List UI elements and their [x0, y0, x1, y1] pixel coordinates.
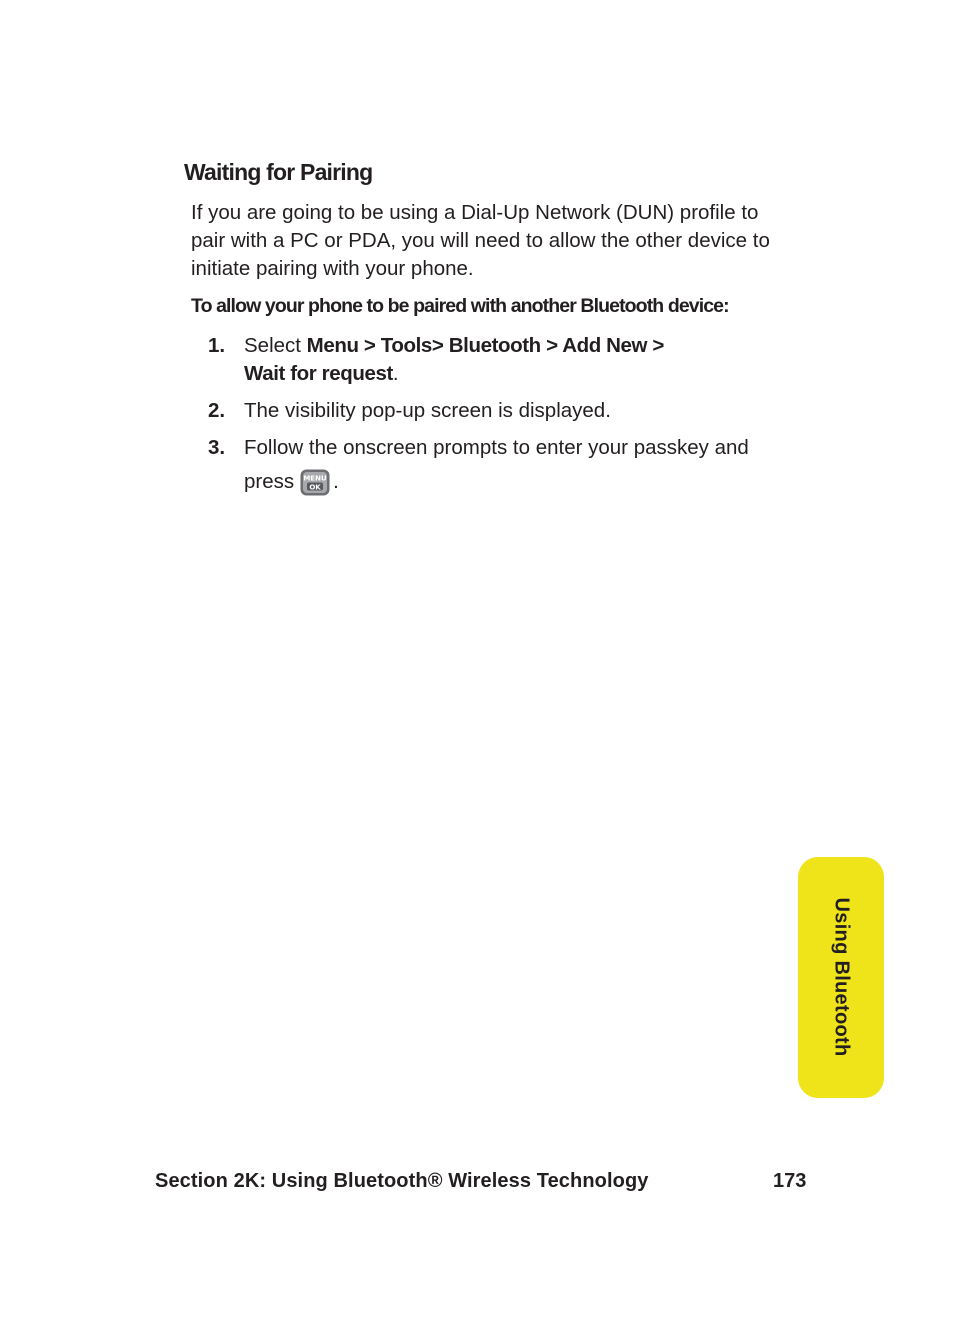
step-text: press — [244, 470, 295, 493]
step-text: Select — [244, 334, 307, 357]
section-heading: Waiting for Pairing — [184, 159, 373, 185]
step-item — [208, 434, 808, 496]
step-text: Follow the onscreen prompts to enter your passkey and — [244, 436, 749, 459]
step-period: . — [333, 470, 339, 493]
step-item — [208, 332, 808, 397]
step-text-line2 — [244, 468, 339, 496]
menu-ok-key-icon — [300, 469, 330, 496]
menu-path-end: Wait for request — [244, 362, 393, 385]
page-number: 173 — [773, 1170, 807, 1192]
key-label-top: MENU — [303, 474, 327, 483]
step-number: 1. — [208, 334, 226, 357]
step-text: The visibility pop-up screen is displayed. — [244, 399, 611, 422]
key-label-bottom: OK — [309, 483, 321, 492]
step-number: 2. — [208, 399, 226, 422]
menu-path: Menu > Tools> Bluetooth > Add New > — [306, 334, 664, 357]
steps-list — [208, 332, 808, 496]
step-number: 3. — [208, 436, 226, 459]
footer-section-title: Section 2K: Using Bluetooth® Wireless Technology — [155, 1170, 649, 1192]
intro-paragraph: If you are going to be using a Dial-Up Network (DUN) profile to pair with a PC or PDA, you will need to allow the other device to initiate pairing with your phone. — [191, 201, 770, 280]
section-tab — [798, 857, 884, 1098]
step-item — [208, 397, 808, 434]
procedure-title: To allow your phone to be paired with another Bluetooth device: — [191, 295, 729, 317]
step-period: . — [392, 362, 399, 385]
section-tab-label: Using Bluetooth — [830, 897, 853, 1057]
